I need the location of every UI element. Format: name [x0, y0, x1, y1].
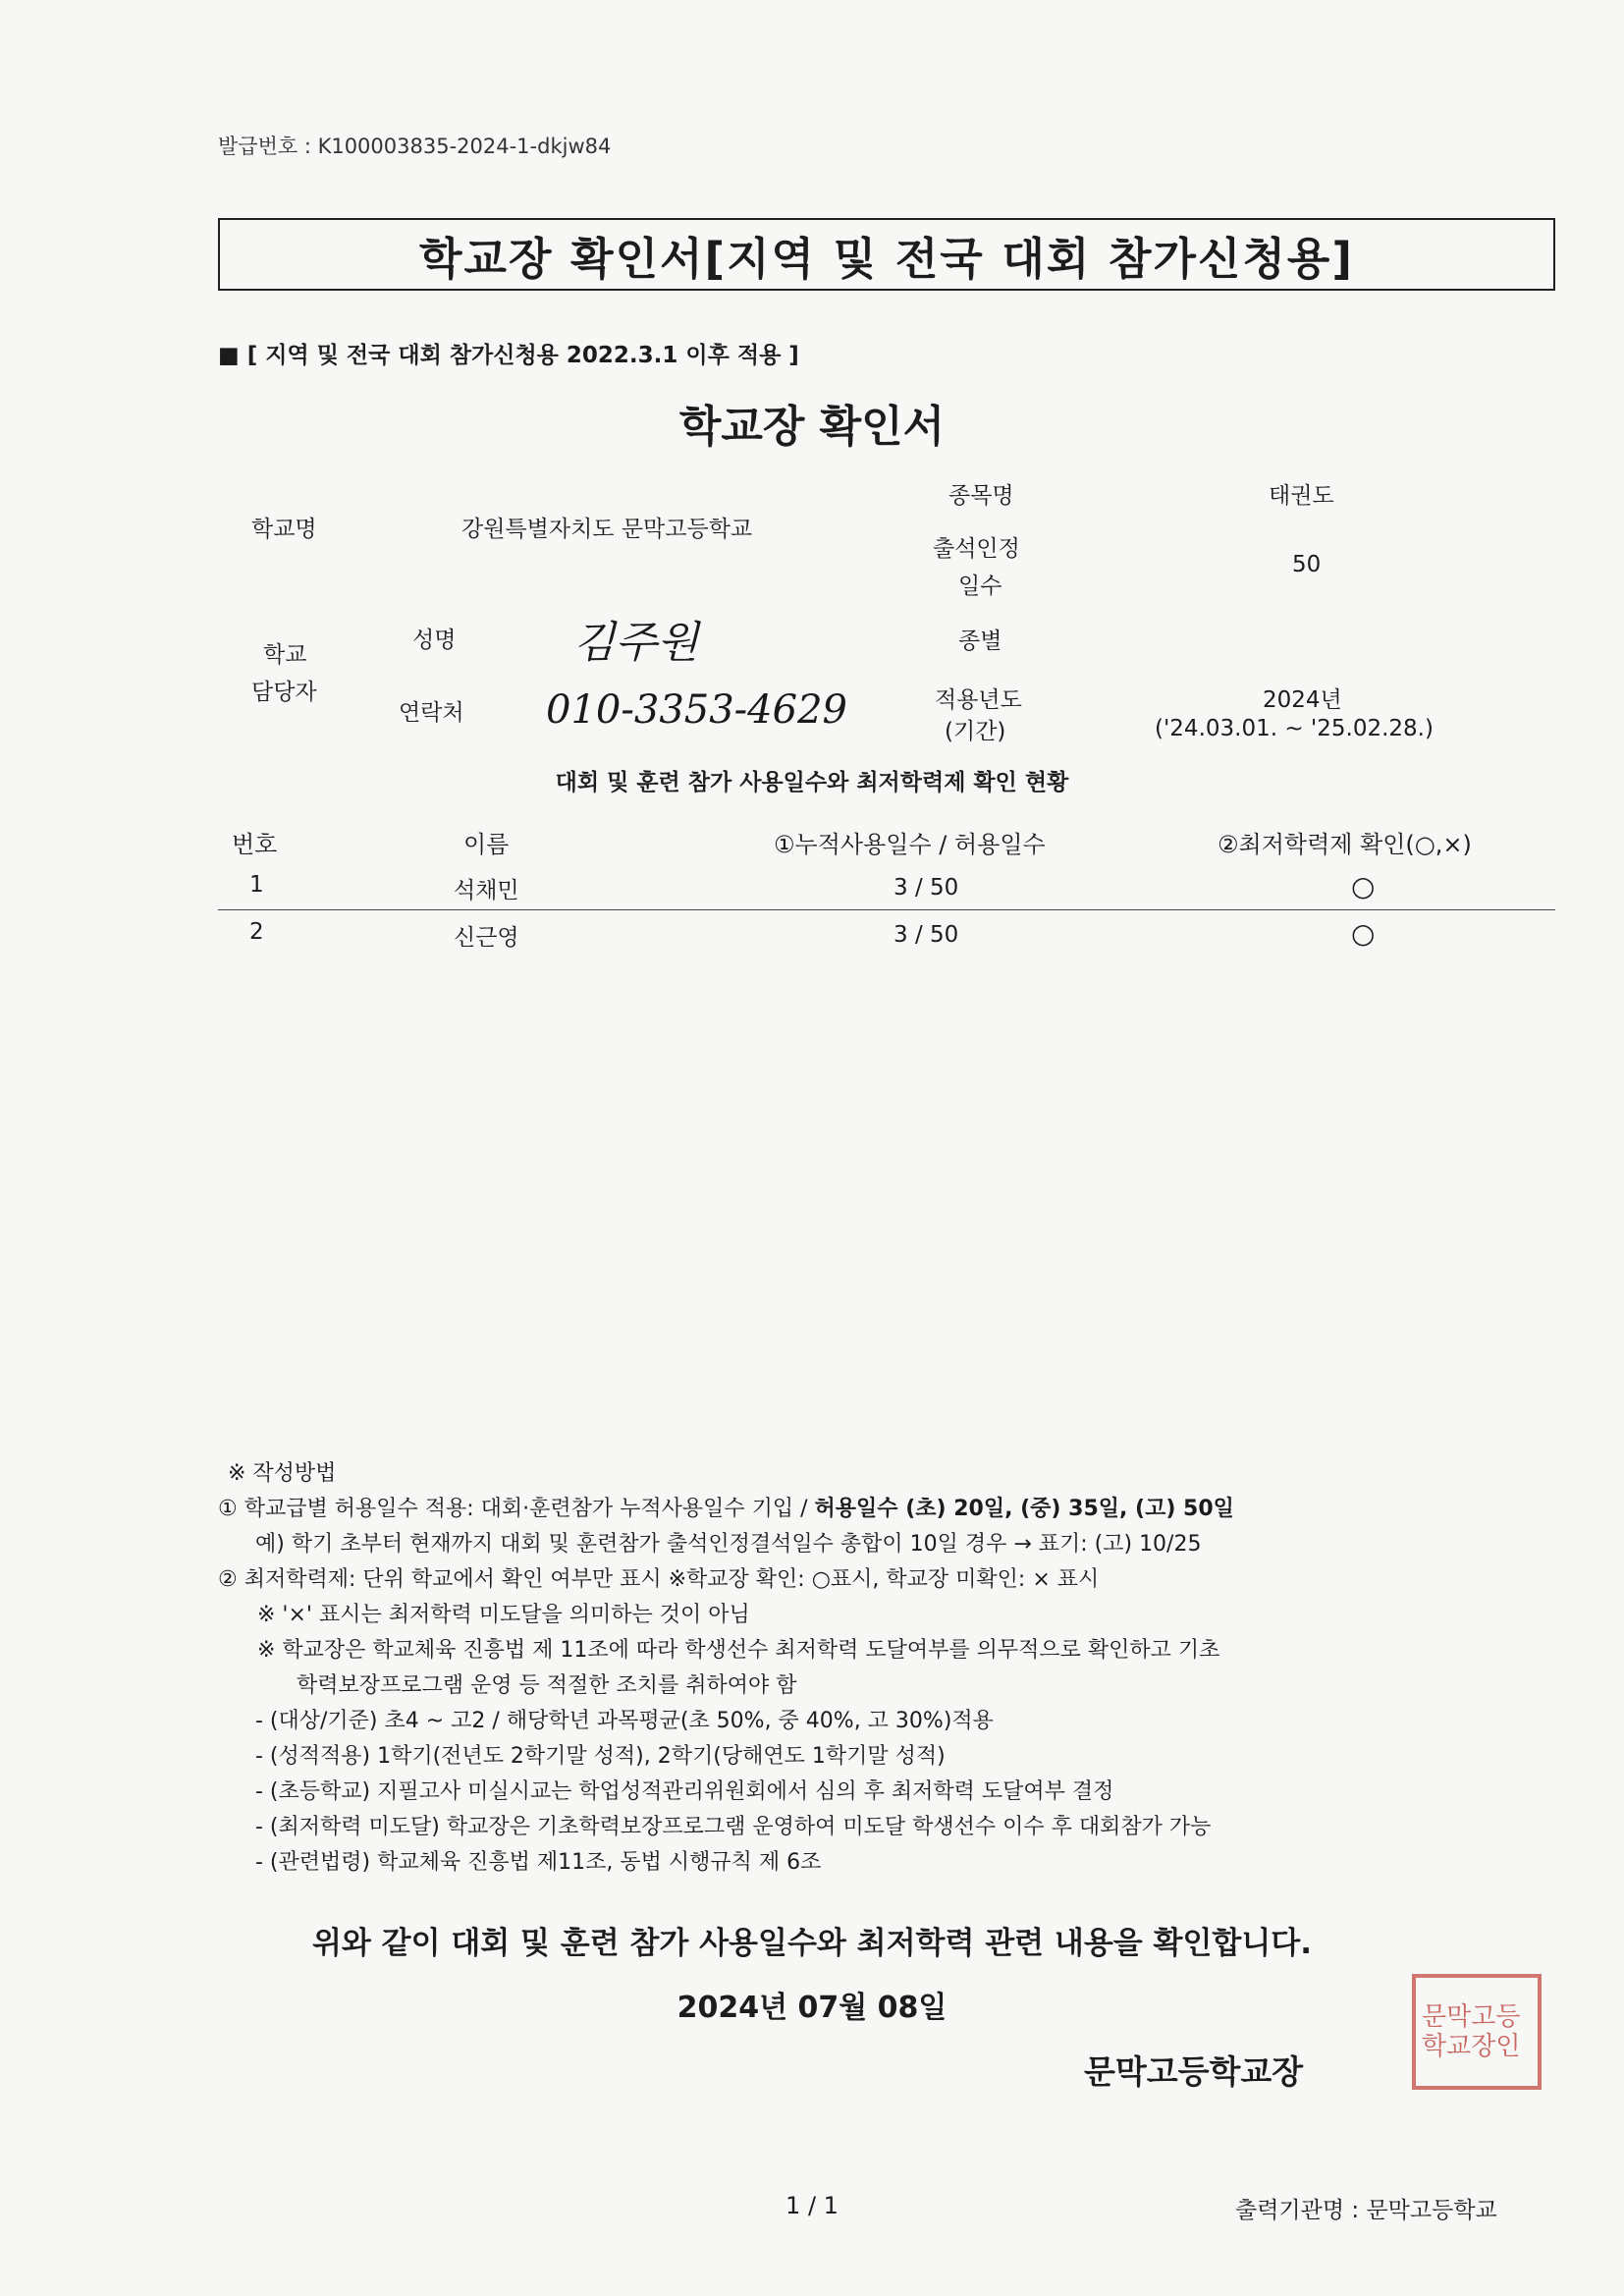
manager-label-1: 학교 [263, 642, 307, 668]
school-label: 학교명 [251, 517, 317, 542]
detail-4: - (최저학력 미도달) 학교장은 기초학력보장프로그램 운영하여 미도달 학생선수 이수 후 대회참가 가능 [255, 1815, 1212, 1839]
detail-5: - (관련법령) 학교체육 진흥법 제11조, 동법 시행규칙 제 6조 [255, 1850, 822, 1875]
attendance-label-1: 출석인정 [933, 536, 1020, 562]
period-value: ('24.03.01. ~ '25.02.28.) [1155, 716, 1434, 741]
note-1-allowed-days: 허용일수 (초) 20일, (중) 35일, (고) 50일 [814, 1497, 1234, 1521]
note-2-sub-2a: ※ 학교장은 학교체육 진흥법 제 11조에 따라 학생선수 최저학력 도달여부를 의무적으로 확인하고 기초 [257, 1638, 1220, 1663]
manager-label-2: 담당자 [251, 680, 317, 705]
issue-number: 발급번호 : K100003835-2024-1-dkjw84 [218, 135, 612, 158]
output-organization: 출력기관명 : 문막고등학교 [1235, 2198, 1497, 2223]
page-number: 1 / 1 [785, 2192, 839, 2219]
attendance-label-2: 일수 [958, 574, 1002, 599]
name-handwritten: 김주원 [573, 618, 699, 668]
contact-label: 연락처 [399, 700, 464, 726]
principal-signature: 문막고등학교장 [1084, 2052, 1304, 2091]
writing-instructions [218, 1456, 1234, 1881]
row-1-number: 1 [249, 872, 264, 898]
confirmation-statement: 위와 같이 대회 및 훈련 참가 사용일수와 최저학력 관련 내용을 확인합니다. [311, 1926, 1313, 1961]
row-2-number: 2 [249, 919, 264, 945]
note-1-text: ① 학교급별 허용일수 적용: 대회·훈련참가 누적사용일수 기입 / [218, 1497, 815, 1521]
official-seal: 문막고등학교장인 [1412, 1974, 1542, 2090]
detail-3: - (초등학교) 지필고사 미실시교는 학업성적관리위원회에서 심의 후 최저학력 도달여부 결정 [255, 1779, 1114, 1804]
row-1-check: ○ [1351, 870, 1376, 902]
detail-1: - (대상/기준) 초4 ~ 고2 / 해당학년 과목평균(초 50%, 중 40%, 고 30%)적용 [255, 1709, 994, 1733]
header-check: ②최저학력제 확인(○,×) [1218, 831, 1472, 858]
sport-value: 태권도 [1269, 483, 1334, 509]
document-title: 학교장 확인서 [678, 402, 946, 452]
header-days: ①누적사용일수 / 허용일수 [774, 831, 1046, 858]
note-2: ② 최저학력제: 단위 학교에서 확인 여부만 표시 ※학교장 확인: ○표시, 학교장 미확인: × 표시 [218, 1567, 1100, 1592]
year-label-1: 적용년도 [935, 687, 1022, 713]
year-value: 2024년 [1263, 687, 1342, 713]
row-1-days: 3 / 50 [893, 875, 959, 901]
contact-handwritten: 010-3353-4629 [546, 687, 847, 733]
year-label-2: (기간) [945, 719, 1006, 744]
summary-title: 대회 및 훈련 참가 사용일수와 최저학력제 확인 현황 [555, 770, 1069, 795]
attendance-value: 50 [1292, 552, 1322, 577]
note-1-example: 예) 학기 초부터 현재까지 대회 및 훈련참가 출석인정결석일수 총합이 10일 경우 → 표기: (고) 10/25 [255, 1532, 1202, 1557]
category-label: 종별 [958, 629, 1002, 654]
detail-2: - (성적적용) 1학기(전년도 2학기말 성적), 2학기(당해연도 1학기말 성적) [255, 1744, 946, 1769]
header-number: 번호 [232, 831, 278, 858]
banner-title: 학교장 확인서[지역 및 전국 대회 참가신청용] [218, 218, 1555, 291]
note-2-sub-2b: 학력보장프로그램 운영 등 적절한 조치를 취하여야 함 [297, 1673, 797, 1698]
note-2-sub-1: ※ '×' 표시는 최저학력 미도달을 의미하는 것이 아님 [257, 1603, 750, 1627]
row-2-name: 신근영 [454, 925, 519, 951]
header-name: 이름 [463, 831, 510, 858]
row-2-check: ○ [1351, 917, 1376, 950]
note-1 [218, 1492, 1234, 1527]
notes-heading: ※ 작성방법 [228, 1461, 337, 1486]
table-divider [218, 909, 1555, 910]
name-label: 성명 [412, 628, 457, 653]
subtitle: ■ [ 지역 및 전국 대회 참가신청용 2022.3.1 이후 적용 ] [218, 343, 799, 368]
row-2-days: 3 / 50 [893, 922, 959, 948]
sport-label: 종목명 [948, 483, 1014, 509]
issue-date: 2024년 07월 08일 [677, 1991, 947, 2025]
school-value: 강원특별자치도 문막고등학교 [461, 517, 753, 542]
row-1-name: 석채민 [454, 878, 519, 903]
